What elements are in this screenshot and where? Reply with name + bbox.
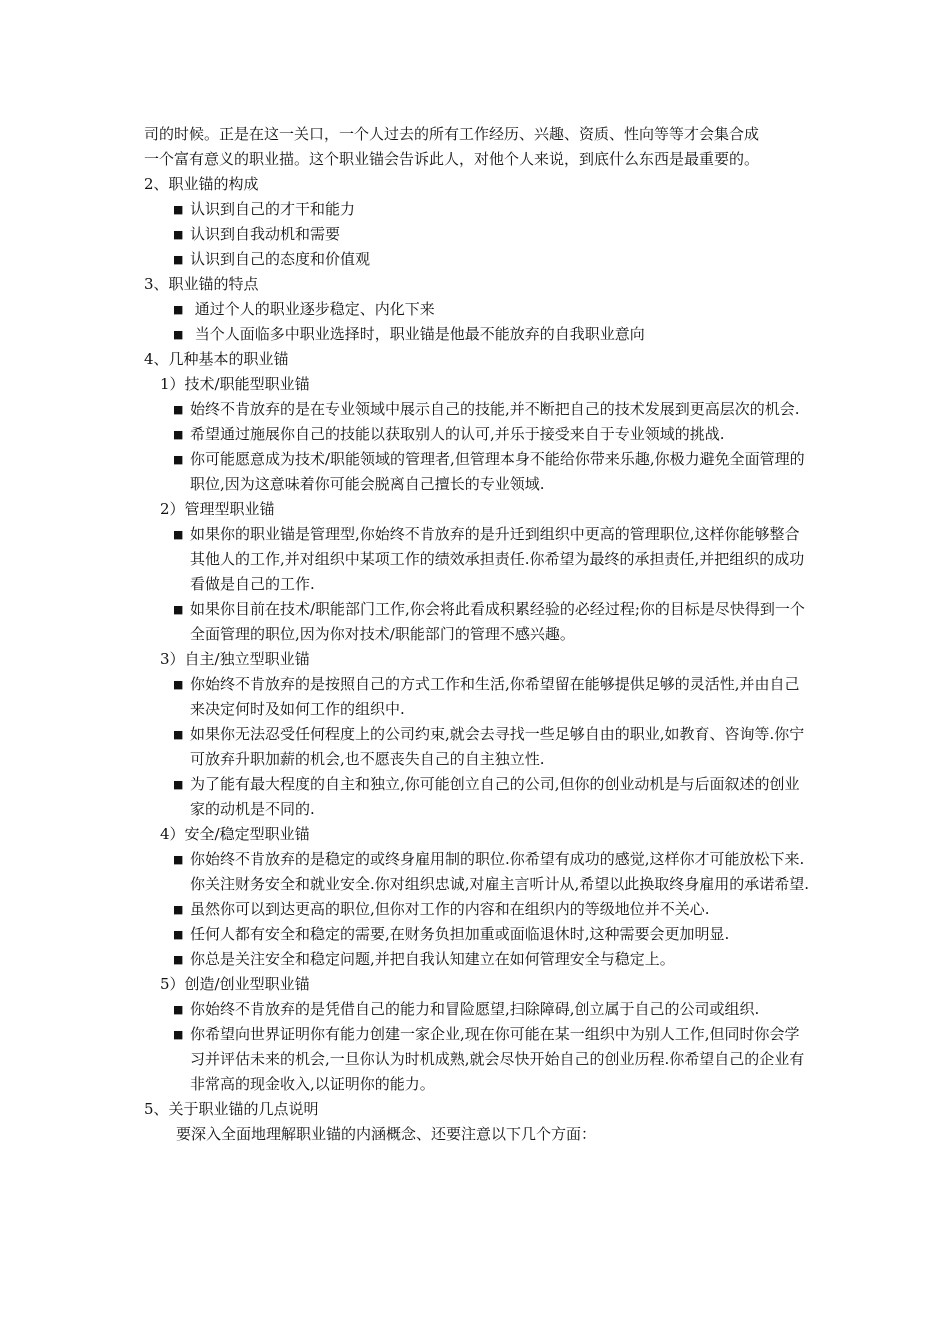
section-3-heading: 3、职业锚的特点: [144, 275, 259, 293]
type-5-title: 5）创造/创业型职业锚: [160, 975, 310, 993]
bullet-icon: ■: [173, 253, 184, 266]
type-3-list: [144, 672, 812, 822]
list-item: ■ 通过个人的职业逐步稳定、内化下来: [144, 297, 812, 322]
section-3-list: [144, 297, 812, 347]
intro-line-1: 司的时候。正是在这一关口，一个人过去的所有工作经历、兴趣、资质、性向等等才会集合成: [144, 125, 760, 143]
bullet-icon: ■: [173, 403, 184, 416]
intro-line-2: 一个富有意义的职业描。这个职业锚会告诉此人，对他个人来说，到底什么东西是最重要的。: [144, 150, 760, 168]
bullet-icon: ■: [173, 428, 184, 441]
section-5-text: 要深入全面地理解职业锚的内涵概念、还要注意以下几个方面：: [176, 1125, 597, 1143]
list-item: ■ 如果你目前在技术/职能部门工作,你会将此看成积累经验的必经过程;你的目标是尽快得到一个全面管理的职位,因为你对技术/职能部门的管理不感兴趣。: [144, 597, 812, 647]
list-item: ■ 认识到自己的态度和价值观: [144, 247, 812, 272]
bullet-icon: ■: [173, 203, 184, 216]
bullet-icon: ■: [173, 228, 184, 241]
list-item: ■ 你可能愿意成为技术/职能领域的管理者,但管理本身不能给你带来乐趣,你极力避免全面管理的职位,因为这意味着你可能会脱离自己擅长的专业领域.: [144, 447, 812, 497]
list-item: ■ 认识到自己的才干和能力: [144, 197, 812, 222]
list-item: ■ 任何人都有安全和稳定的需要,在财务负担加重或面临退休时,这种需要会更加明显.: [144, 922, 812, 947]
section-2-list: [144, 197, 812, 272]
bullet-icon: ■: [173, 903, 184, 916]
bullet-icon: ■: [173, 303, 184, 316]
type-4-list: [144, 847, 812, 972]
bullet-icon: ■: [173, 328, 184, 341]
list-item: ■ 你总是关注安全和稳定问题,并把自我认知建立在如何管理安全与稳定上。: [144, 947, 812, 972]
section-4-heading: 4、几种基本的职业锚: [144, 350, 289, 368]
bullet-icon: ■: [173, 453, 184, 466]
list-item: ■ 你始终不肯放弃的是按照自己的方式工作和生活,你希望留在能够提供足够的灵活性,并由自己来决定何时及如何工作的组织中.: [144, 672, 812, 722]
list-item: ■ 始终不肯放弃的是在专业领域中展示自己的技能,并不断把自己的技术发展到更高层次的机会.: [144, 397, 812, 422]
type-2-list: [144, 522, 812, 647]
type-2-title: 2）管理型职业锚: [160, 500, 275, 518]
list-item: ■ 如果你的职业锚是管理型,你始终不肯放弃的是升迁到组织中更高的管理职位,这样你能够整合其他人的工作,并对组织中某项工作的绩效承担责任.你希望为最终的承担责任,并把组织的成功看做是自己的工作.: [144, 522, 812, 597]
list-item: ■ 你始终不肯放弃的是凭借自己的能力和冒险愿望,扫除障碍,创立属于自己的公司或组织.: [144, 997, 812, 1022]
bullet-icon: ■: [173, 603, 184, 616]
type-1-list: [144, 397, 812, 497]
type-5-list: [144, 997, 812, 1097]
bullet-icon: ■: [173, 1003, 184, 1016]
bullet-icon: ■: [173, 528, 184, 541]
list-item: ■ 希望通过施展你自己的技能以获取别人的认可,并乐于接受来自于专业领域的挑战.: [144, 422, 812, 447]
bullet-icon: ■: [173, 778, 184, 791]
bullet-icon: ■: [173, 853, 184, 866]
bullet-icon: ■: [173, 953, 184, 966]
type-1-title: 1）技术/职能型职业锚: [160, 375, 310, 393]
bullet-icon: ■: [173, 1028, 184, 1041]
list-item: ■ 如果你无法忍受任何程度上的公司约束,就会去寻找一些足够自由的职业,如教育、咨询等.你宁可放弃升职加薪的机会,也不愿丧失自己的自主独立性.: [144, 722, 812, 772]
list-item: ■ 虽然你可以到达更高的职位,但你对工作的内容和在组织内的等级地位并不关心.: [144, 897, 812, 922]
section-2-heading: 2、职业锚的构成: [144, 175, 259, 193]
document-body: [144, 122, 812, 1147]
list-item: ■ 认识到自我动机和需要: [144, 222, 812, 247]
list-item: ■ 当个人面临多中职业选择时，职业锚是他最不能放弃的自我职业意向: [144, 322, 812, 347]
bullet-icon: ■: [173, 728, 184, 741]
type-4-title: 4）安全/稳定型职业锚: [160, 825, 310, 843]
list-item: ■ 为了能有最大程度的自主和独立,你可能创立自己的公司,但你的创业动机是与后面叙述的创业家的动机是不同的.: [144, 772, 812, 822]
section-5-heading: 5、关于职业锚的几点说明: [144, 1100, 319, 1118]
type-3-title: 3）自主/独立型职业锚: [160, 650, 310, 668]
list-item: ■ 你始终不肯放弃的是稳定的或终身雇用制的职位.你希望有成功的感觉,这样你才可能放松下来.你关注财务安全和就业安全.你对组织忠诚,对雇主言听计从,希望以此换取终身雇用的承诺希望.: [144, 847, 812, 897]
bullet-icon: ■: [173, 678, 184, 691]
bullet-icon: ■: [173, 928, 184, 941]
list-item: ■ 你希望向世界证明你有能力创建一家企业,现在你可能在某一组织中为别人工作,但同时你会学习并评估未来的机会,一旦你认为时机成熟,就会尽快开始自己的创业历程.你希望自己的企业有非常高的现金收入,以证明你的能力。: [144, 1022, 812, 1097]
